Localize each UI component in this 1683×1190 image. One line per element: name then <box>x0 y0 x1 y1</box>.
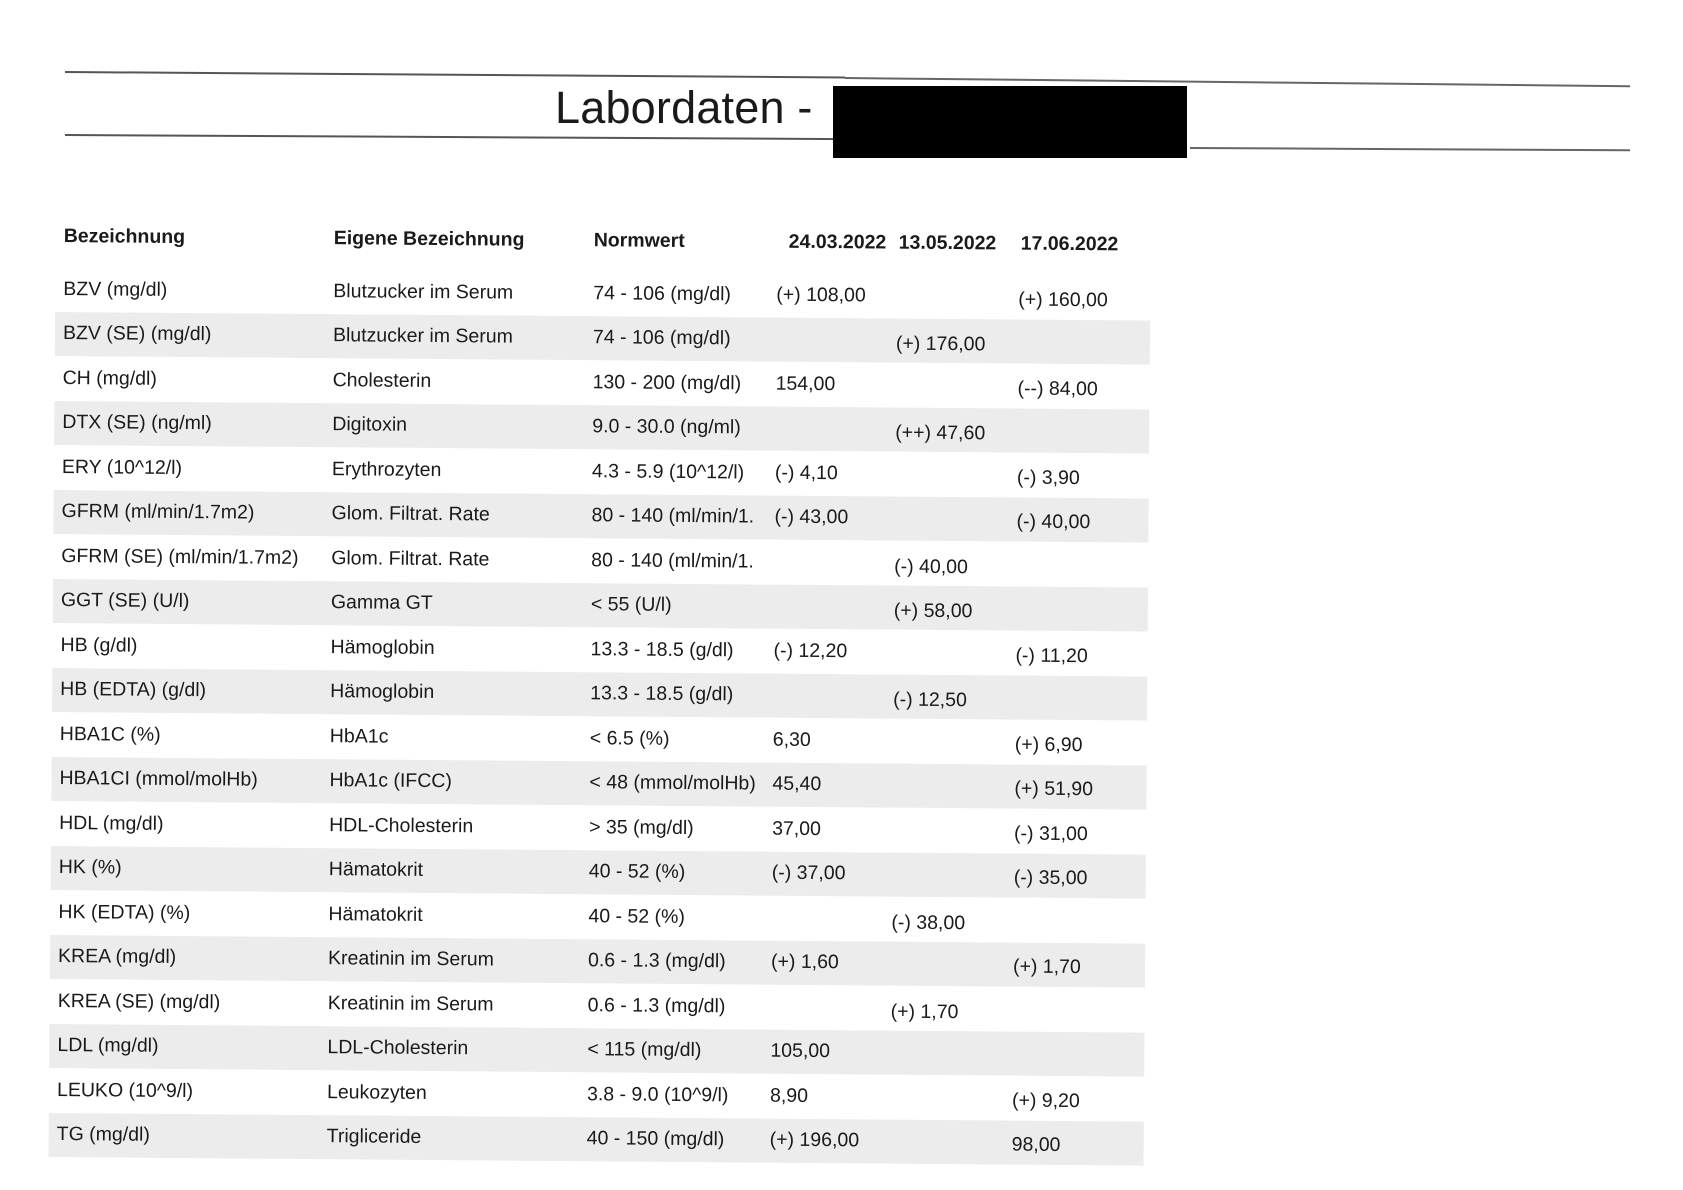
cell-value-date-3 <box>1013 917 1145 924</box>
cell-value-date-2 <box>896 381 1018 390</box>
cell-bezeichnung: GFRM (ml/min/1.7m2) <box>61 500 255 524</box>
cell-value-date-1: 37,00 <box>772 817 822 840</box>
cell-value-date-1: 105,00 <box>770 1039 831 1063</box>
cell-bezeichnung: KREA (SE) (mg/dl) <box>57 989 221 1014</box>
cell-eigene-bezeichnung: Glom. Filtrat. Rate <box>331 546 490 571</box>
table-row <box>49 1112 1144 1165</box>
cell-value-date-1: (+) 1,60 <box>770 950 839 974</box>
cell-bezeichnung: GGT (SE) (U/l) <box>60 589 190 613</box>
header-date-3: 17.06.2022 <box>1020 232 1119 255</box>
table-header-row <box>56 205 1151 276</box>
cell-value-date-2 <box>891 959 1013 968</box>
cell-bezeichnung: HDL (mg/dl) <box>59 811 164 835</box>
cell-value-date-3 <box>1012 1050 1144 1057</box>
cell-value-date-2: (+) 176,00 <box>895 332 986 356</box>
cell-value-date-3: (+) 9,20 <box>1011 1089 1080 1112</box>
cell-normwert: < 55 (U/l) <box>590 593 672 617</box>
cell-eigene-bezeichnung: Gamma GT <box>330 591 433 615</box>
cell-normwert: 0.6 - 1.3 (mg/dl) <box>587 949 726 973</box>
cell-value-date-1 <box>771 1007 891 1008</box>
cell-value-date-2: (-) 38,00 <box>891 911 966 934</box>
cell-value-date-1 <box>774 562 894 563</box>
cell-bezeichnung: DTX (SE) (ng/ml) <box>62 411 212 435</box>
cell-value-date-3: (-) 35,00 <box>1013 866 1088 890</box>
redaction-block <box>833 86 1187 158</box>
cell-eigene-bezeichnung: Hämoglobin <box>330 680 435 704</box>
cell-normwert: 13.3 - 18.5 (g/dl) <box>590 637 734 662</box>
cell-bezeichnung: KREA (mg/dl) <box>58 945 177 969</box>
cell-normwert: < 115 (mg/dl) <box>587 1038 702 1062</box>
cell-bezeichnung: HB (g/dl) <box>60 633 138 657</box>
cell-bezeichnung: TG (mg/dl) <box>56 1123 150 1147</box>
cell-eigene-bezeichnung: Cholesterin <box>332 368 432 392</box>
cell-value-date-3: (+) 51,90 <box>1014 777 1094 801</box>
cell-value-date-3: (-) 11,20 <box>1015 644 1088 667</box>
cell-normwert: 80 - 140 (ml/min/1. <box>591 548 754 573</box>
cell-bezeichnung: ERY (10^12/l) <box>61 455 183 479</box>
cell-eigene-bezeichnung: Leukozyten <box>326 1080 427 1104</box>
cell-value-date-2: (+) 58,00 <box>893 599 973 623</box>
cell-value-date-3: (-) 40,00 <box>1016 510 1091 534</box>
cell-value-date-3: (+) 160,00 <box>1018 288 1108 312</box>
cell-normwert: 74 - 106 (mg/dl) <box>593 281 732 306</box>
cell-eigene-bezeichnung: Blutzucker im Serum <box>333 279 514 304</box>
cell-value-date-1: (+) 196,00 <box>769 1128 860 1152</box>
cell-value-date-3 <box>1016 605 1148 612</box>
cell-normwert: 4.3 - 5.9 (10^12/l) <box>591 459 745 484</box>
cell-value-date-1: (+) 108,00 <box>776 283 866 307</box>
cell-value-date-2: (-) 12,50 <box>893 688 967 712</box>
cell-bezeichnung: BZV (mg/dl) <box>63 277 168 301</box>
cell-normwert: 40 - 150 (mg/dl) <box>586 1127 725 1151</box>
cell-value-date-2: (-) 40,00 <box>894 555 968 578</box>
cell-bezeichnung: HBA1C (%) <box>59 722 161 746</box>
cell-normwert: 40 - 52 (%) <box>588 904 685 928</box>
cell-value-date-2 <box>892 870 1014 879</box>
cell-normwert: 0.6 - 1.3 (mg/dl) <box>587 993 726 1018</box>
cell-value-date-3 <box>1018 338 1150 345</box>
cell-value-date-2 <box>892 826 1014 835</box>
cell-eigene-bezeichnung: Digitoxin <box>332 413 408 437</box>
cell-eigene-bezeichnung: Hämatokrit <box>328 858 424 882</box>
cell-normwert: 9.0 - 30.0 (ng/ml) <box>592 415 741 439</box>
cell-value-date-3: (+) 1,70 <box>1012 955 1081 979</box>
cell-eigene-bezeichnung: Blutzucker im Serum <box>332 324 513 348</box>
cell-bezeichnung: LEUKO (10^9/l) <box>56 1078 194 1102</box>
cell-value-date-2 <box>895 514 1017 523</box>
cell-value-date-2 <box>893 648 1015 657</box>
cell-bezeichnung: HBA1CI (mmol/molHb) <box>59 767 258 791</box>
cell-eigene-bezeichnung: Glom. Filtrat. Rate <box>331 502 490 526</box>
cell-value-date-2: (+) 1,70 <box>890 1000 959 1023</box>
cell-normwert: < 6.5 (%) <box>589 726 670 750</box>
cell-value-date-3: (-) 31,00 <box>1014 822 1088 845</box>
cell-eigene-bezeichnung: HbA1c <box>329 724 389 748</box>
cell-eigene-bezeichnung: Kreatinin im Serum <box>327 991 494 1016</box>
cell-normwert: 13.3 - 18.5 (g/dl) <box>590 682 734 706</box>
page-title: Labordaten - <box>555 82 813 133</box>
cell-value-date-2 <box>890 1093 1012 1102</box>
cell-bezeichnung: LDL (mg/dl) <box>57 1034 159 1058</box>
cell-normwert: 40 - 52 (%) <box>588 860 686 884</box>
cell-eigene-bezeichnung: Hämoglobin <box>330 635 435 659</box>
cell-value-date-2 <box>893 737 1015 746</box>
header-rule-top-left <box>65 71 845 78</box>
cell-value-date-1: 45,40 <box>772 772 822 796</box>
cell-bezeichnung: GFRM (SE) (ml/min/1.7m2) <box>61 544 299 569</box>
cell-value-date-3 <box>1015 694 1147 701</box>
header-date-1: 24.03.2022 <box>788 230 887 254</box>
cell-bezeichnung: HK (%) <box>58 856 122 879</box>
cell-value-date-3: 98,00 <box>1011 1133 1061 1157</box>
header-rule-bottom-left <box>65 134 845 140</box>
cell-value-date-2 <box>892 781 1014 790</box>
cell-value-date-2: (++) 47,60 <box>895 421 986 445</box>
cell-eigene-bezeichnung: Erythrozyten <box>331 457 442 481</box>
header-date-2: 13.05.2022 <box>898 231 997 254</box>
cell-value-date-1: (-) 37,00 <box>771 861 846 885</box>
cell-value-date-3 <box>1016 561 1148 568</box>
cell-bezeichnung: HK (EDTA) (%) <box>58 900 191 924</box>
cell-value-date-1: (-) 12,20 <box>773 639 848 662</box>
cell-value-date-2 <box>890 1137 1012 1146</box>
cell-value-date-1 <box>776 339 896 340</box>
cell-value-date-1: 8,90 <box>769 1084 809 1107</box>
cell-value-date-3 <box>1017 427 1149 434</box>
cell-value-date-2 <box>895 470 1017 479</box>
cell-value-date-1 <box>773 695 893 696</box>
cell-value-date-1: (-) 4,10 <box>774 461 838 484</box>
cell-bezeichnung: HB (EDTA) (g/dl) <box>60 678 207 702</box>
cell-normwert: 80 - 140 (ml/min/1. <box>591 504 755 528</box>
lab-data-table <box>49 205 1151 1166</box>
cell-eigene-bezeichnung: Trigliceride <box>326 1125 422 1149</box>
cell-eigene-bezeichnung: HDL-Cholesterin <box>329 813 474 838</box>
cell-normwert: 130 - 200 (mg/dl) <box>592 370 742 395</box>
cell-normwert: 74 - 106 (mg/dl) <box>592 326 731 350</box>
cell-value-date-1 <box>774 606 894 607</box>
cell-value-date-1 <box>771 918 891 919</box>
cell-bezeichnung: CH (mg/dl) <box>62 366 157 390</box>
header-eigene-bezeichnung: Eigene Bezeichnung <box>333 226 525 251</box>
table-body <box>49 267 1151 1166</box>
cell-normwert: > 35 (mg/dl) <box>589 815 694 839</box>
cell-eigene-bezeichnung: Kreatinin im Serum <box>328 947 494 971</box>
cell-value-date-2 <box>896 292 1018 301</box>
cell-value-date-1: (-) 43,00 <box>774 505 849 529</box>
cell-eigene-bezeichnung: LDL-Cholesterin <box>327 1036 469 1060</box>
cell-value-date-3 <box>1013 1006 1145 1013</box>
cell-normwert: 3.8 - 9.0 (10^9/l) <box>586 1082 729 1107</box>
cell-bezeichnung: BZV (SE) (mg/dl) <box>62 322 212 346</box>
header-rule-bottom-right <box>1190 147 1630 151</box>
cell-value-date-3: (+) 6,90 <box>1014 733 1083 756</box>
header-bezeichnung: Bezeichnung <box>63 224 186 248</box>
cell-value-date-3: (--) 84,00 <box>1017 377 1098 400</box>
header-normwert: Normwert <box>593 228 685 252</box>
cell-eigene-bezeichnung: HbA1c (IFCC) <box>329 769 453 793</box>
cell-value-date-1: 6,30 <box>772 728 811 751</box>
cell-eigene-bezeichnung: Hämatokrit <box>328 902 423 926</box>
cell-value-date-3: (-) 3,90 <box>1016 466 1080 489</box>
cell-value-date-1 <box>775 428 895 429</box>
cell-normwert: < 48 (mmol/molHb) <box>589 771 756 795</box>
cell-value-date-1: 154,00 <box>775 372 836 395</box>
cell-value-date-2 <box>890 1048 1012 1057</box>
